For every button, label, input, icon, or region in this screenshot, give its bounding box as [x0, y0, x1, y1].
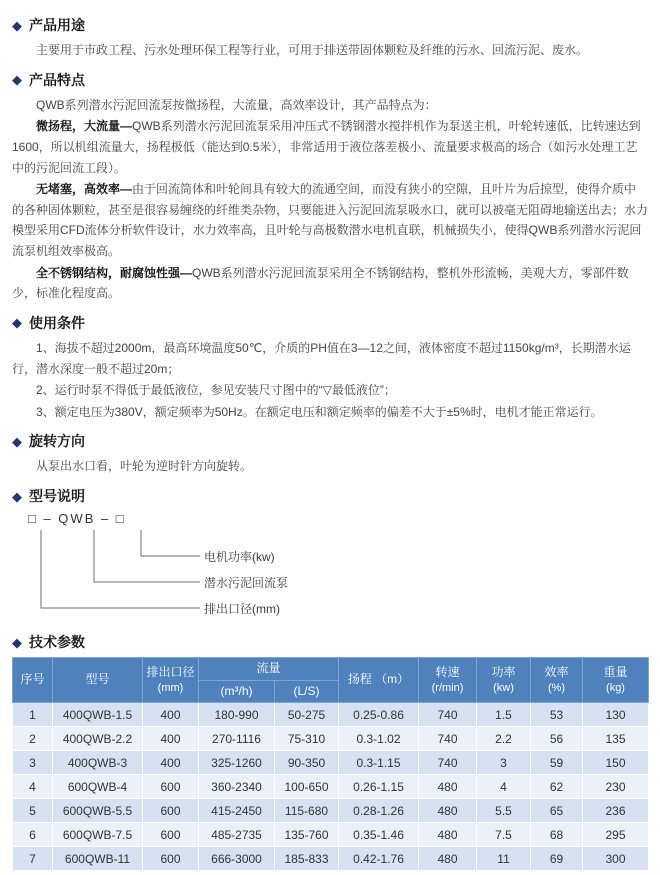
- diamond-icon: ◆: [12, 315, 22, 331]
- section-title-specs: 技术参数: [29, 634, 85, 650]
- section-title-usage: 产品用途: [29, 17, 85, 33]
- cell-outlet: 600: [143, 799, 199, 823]
- table-header-row-1: [13, 658, 649, 681]
- cell-flow-ls: 100-650: [275, 775, 339, 799]
- table-row: [13, 751, 649, 775]
- model-label-pump-type: 潜水污泥回流泵: [204, 576, 289, 590]
- cell-no: 4: [13, 775, 53, 799]
- table-row: [13, 775, 649, 799]
- diamond-icon: ◆: [12, 17, 22, 33]
- cell-no: 7: [13, 847, 53, 871]
- col-header-weight-line1: 重量: [603, 665, 628, 680]
- cell-model: 600QWB-4: [53, 775, 143, 799]
- col-header-weight: [583, 658, 649, 703]
- col-header-outlet-line1: 排出口径: [146, 665, 195, 680]
- cell-speed: 740: [419, 751, 477, 775]
- cell-model: 400QWB-2.2: [53, 727, 143, 751]
- feature-lead-2: 无堵塞，高效率—: [36, 182, 133, 197]
- specs-table: [12, 657, 649, 871]
- section-heading-conditions: [12, 313, 648, 333]
- col-header-power: [477, 658, 531, 703]
- cell-weight: 236: [583, 799, 649, 823]
- section-title-rotation: 旋转方向: [29, 433, 85, 450]
- diamond-icon: ◆: [12, 433, 22, 449]
- cell-power: 5.5: [477, 799, 531, 823]
- cell-flow-m3h: 415-2450: [199, 799, 275, 823]
- cell-efficiency: 53: [531, 703, 583, 727]
- cell-flow-ls: 50-275: [275, 703, 339, 727]
- feature-paragraph-1: [12, 116, 648, 178]
- cell-efficiency: 62: [531, 775, 583, 799]
- feature-lead-3: 全不锈钢结构，耐腐蚀性强—: [36, 265, 193, 280]
- cell-flow-ls: 115-680: [275, 799, 339, 823]
- cell-head: 0.26-1.15: [339, 775, 419, 799]
- rotation-body: 从泵出水口看，叶轮为逆时针方向旋转。: [36, 459, 253, 474]
- col-header-head: 扬程 （m）: [339, 658, 419, 703]
- model-connector-lines: [28, 530, 204, 622]
- cell-head: 0.25-0.86: [339, 703, 419, 727]
- col-header-power-line1: 功率: [491, 665, 516, 680]
- feature-paragraph-3: [12, 263, 648, 304]
- cell-model: 400QWB-3: [53, 751, 143, 775]
- cell-efficiency: 69: [531, 847, 583, 871]
- col-header-flow: 流量: [199, 658, 339, 681]
- cell-model: 600QWB-11: [53, 847, 143, 871]
- cell-weight: 130: [583, 703, 649, 727]
- cell-power: 3: [477, 751, 531, 775]
- cell-head: 0.3-1.02: [339, 727, 419, 751]
- cell-no: 1: [13, 703, 53, 727]
- cell-weight: 135: [583, 727, 649, 751]
- cell-flow-m3h: 180-990: [199, 703, 275, 727]
- col-header-no: 序号: [13, 658, 53, 703]
- cell-flow-ls: 135-760: [275, 823, 339, 847]
- cell-outlet: 400: [143, 703, 199, 727]
- cell-speed: 740: [419, 703, 477, 727]
- cell-power: 4: [477, 775, 531, 799]
- col-header-flow-ls: (L/S): [275, 680, 339, 703]
- feature-paragraph-2: [12, 179, 648, 262]
- diamond-icon: ◆: [12, 72, 22, 88]
- cell-power: 7.5: [477, 823, 531, 847]
- cell-model: 600QWB-5.5: [53, 799, 143, 823]
- cell-speed: 480: [419, 775, 477, 799]
- section-title-model: 型号说明: [29, 488, 85, 504]
- cell-outlet: 600: [143, 775, 199, 799]
- cell-speed: 480: [419, 847, 477, 871]
- cell-power: 2.2: [477, 727, 531, 751]
- col-header-flow-m3h: (m³/h): [199, 680, 275, 703]
- cell-head: 0.42-1.76: [339, 847, 419, 871]
- feature-text-1: QWB系列潜水污泥回流泵采用冲压式不锈钢潜水搅拌机作为泵送主机，叶轮转速低，比转速达到1600，所以机组流量大，扬程极低（能达到0.5米），非常适用于液位落差极小、流量要求极高的场合（如污水处理工艺中的污泥回流工段）。: [12, 119, 641, 175]
- col-header-outlet-line2: (mm): [157, 681, 184, 694]
- model-designation-diagram: [28, 511, 648, 623]
- cell-model: 400QWB-1.5: [53, 703, 143, 727]
- table-row: [13, 799, 649, 823]
- cell-outlet: 400: [143, 727, 199, 751]
- cell-power: 1.5: [477, 703, 531, 727]
- diamond-icon: ◆: [12, 488, 22, 504]
- col-header-power-line2: (kw): [493, 681, 514, 694]
- condition-item-1: 1、海拔不超过2000m，最高环境温度50℃，介质的PH值在3—12之间，液体密度不超过1150kg/m³，长期潜水运行，潜水深度一般不超过20m；: [12, 340, 631, 376]
- cell-no: 5: [13, 799, 53, 823]
- table-row: [13, 847, 649, 871]
- model-label-motor-power: 电机功率(kw): [204, 550, 275, 564]
- cell-flow-m3h: 485-2735: [199, 823, 275, 847]
- cell-head: 0.3-1.15: [339, 751, 419, 775]
- cell-weight: 150: [583, 751, 649, 775]
- cell-efficiency: 68: [531, 823, 583, 847]
- section-heading-features: [12, 70, 648, 90]
- model-formula: □ – QWB – □: [28, 511, 126, 526]
- cell-outlet: 600: [143, 847, 199, 871]
- section-title-features: 产品特点: [29, 71, 85, 88]
- cell-outlet: 600: [143, 823, 199, 847]
- condition-item-3: 3、额定电压为380V，额定频率为50Hz。在额定电压和额定频率的偏差不大于±5%时，电机才能正常运行。: [36, 404, 603, 419]
- model-label-outlet-diameter: 排出口径(mm): [204, 602, 280, 616]
- col-header-efficiency-line2: (%): [547, 681, 566, 694]
- diamond-icon: ◆: [12, 634, 22, 650]
- feature-text-2: 由于回流筒体和叶轮间具有较大的流通空间，而没有狭小的空隙，且叶片为后掠型，使得介质中的各种固体颗粒，甚至是很容易缠绕的纤维类杂物，只要能进入污泥回流泵吸水口，就可以被毫无阻碍地输送出去；水力模型采用CFD流体分析软件设计，水力效率高，且叶轮与高极数潜水电机直联，机械损失小，使得QWB系列潜水污泥回流泵机组效率极高。: [12, 182, 649, 258]
- cell-flow-ls: 185-833: [275, 847, 339, 871]
- section-title-conditions: 使用条件: [29, 314, 85, 331]
- col-header-speed-line2: (r/min): [431, 681, 464, 694]
- cell-speed: 740: [419, 727, 477, 751]
- feature-lead-1: 微扬程，大流量—: [36, 119, 133, 134]
- section-heading-specs: [12, 632, 648, 652]
- cell-head: 0.28-1.26: [339, 799, 419, 823]
- cell-weight: 300: [583, 847, 649, 871]
- section-heading-usage: [12, 15, 648, 35]
- cell-no: 2: [13, 727, 53, 751]
- cell-no: 6: [13, 823, 53, 847]
- cell-speed: 480: [419, 823, 477, 847]
- cell-flow-m3h: 666-3000: [199, 847, 275, 871]
- cell-flow-ls: 90-350: [275, 751, 339, 775]
- cell-flow-m3h: 360-2340: [199, 775, 275, 799]
- cell-efficiency: 65: [531, 799, 583, 823]
- cell-power: 11: [477, 847, 531, 871]
- col-header-model: 型号: [53, 658, 143, 703]
- feature-text-3: QWB系列潜水污泥回流泵采用全不锈钢结构，整机外形流畅，美观大方，零部件数少，标准化程度高。: [12, 265, 629, 301]
- col-header-outlet: [143, 658, 199, 703]
- usage-body: 主要用于市政工程、污水处理环保工程等行业，可用于排送带固体颗粒及纤维的污水、回流污泥、废水。: [36, 43, 589, 57]
- col-header-speed: [419, 658, 477, 703]
- cell-weight: 230: [583, 775, 649, 799]
- col-header-speed-line1: 转速: [435, 665, 460, 680]
- cell-model: 600QWB-7.5: [53, 823, 143, 847]
- table-row: [13, 727, 649, 751]
- cell-efficiency: 59: [531, 751, 583, 775]
- section-heading-model: [12, 486, 648, 506]
- cell-flow-m3h: 270-1116: [199, 727, 275, 751]
- section-heading-rotation: [12, 431, 648, 451]
- col-header-efficiency-line1: 效率: [544, 665, 569, 680]
- table-row: [13, 703, 649, 727]
- cell-no: 3: [13, 751, 53, 775]
- col-header-efficiency: [531, 658, 583, 703]
- cell-head: 0.35-1.46: [339, 823, 419, 847]
- cell-outlet: 400: [143, 751, 199, 775]
- condition-item-2: 2、运行时泵不得低于最低液位，参见安装尺寸图中的“▽最低液位”；: [36, 383, 396, 398]
- table-row: [13, 823, 649, 847]
- cell-weight: 295: [583, 823, 649, 847]
- cell-flow-ls: 75-310: [275, 727, 339, 751]
- cell-efficiency: 56: [531, 727, 583, 751]
- features-intro: QWB系列潜水污泥回流泵按微扬程，大流量，高效率设计，其产品特点为：: [36, 97, 437, 112]
- col-header-weight-line2: (kg): [606, 681, 625, 694]
- cell-speed: 480: [419, 799, 477, 823]
- cell-flow-m3h: 325-1260: [199, 751, 275, 775]
